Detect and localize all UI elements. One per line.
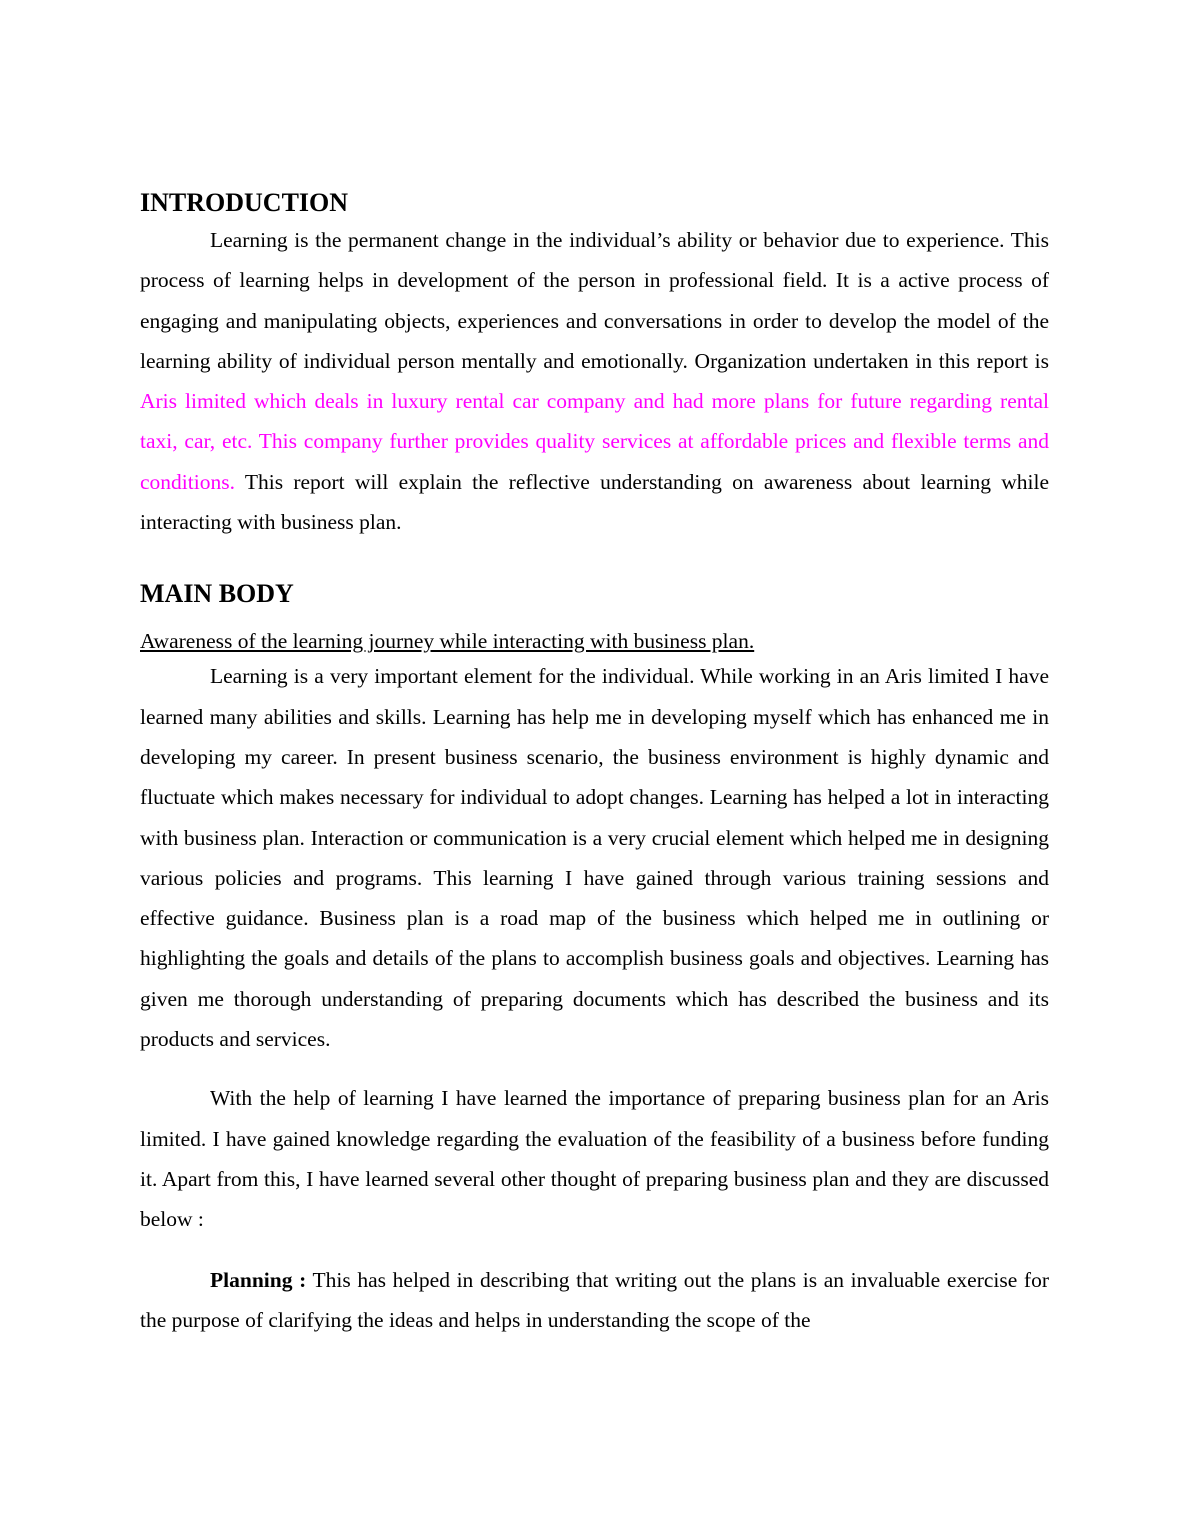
- planning-text: This has helped in describing that writing out the plans is an invaluable exercise for the purpose of clarifying the ideas and helps in understanding the scope of the: [140, 1267, 1049, 1332]
- introduction-paragraph: [140, 220, 1049, 542]
- document-content: [140, 186, 1049, 1340]
- planning-paragraph: [140, 1260, 1049, 1341]
- introduction-heading: INTRODUCTION: [140, 188, 349, 217]
- planning-label: Planning :: [210, 1267, 307, 1292]
- introduction-highlighted-text: Aris limited which deals in luxury rental car company and had more plans for future regarding rental taxi, car, etc. This company further provides quality services at affordable prices and flexible terms and conditions.: [140, 389, 1049, 494]
- main-body-paragraph-1: Learning is a very important element for the individual. While working in an Aris limited I have learned many abilities and skills. Learning has help me in developing myself which has enhanced me in developing my career. In present business scenario, the business environment is highly dynamic and fluctuate which makes necessary for individual to adopt changes. Learning has helped a lot in interacting with business plan. Interaction or communication is a very crucial element which helped me in designing various policies and programs. This learning I have gained through various training sessions and effective guidance. Business plan is a road map of the business which helped me in outlining or highlighting the goals and details of the plans to accomplish business goals and objectives. Learning has given me thorough understanding of preparing documents which has described the business and its products and services.: [140, 664, 1049, 1052]
- main-body-heading: MAIN BODY: [140, 579, 294, 609]
- main-body-subheading: Awareness of the learning journey while interacting with business plan.: [140, 629, 755, 654]
- introduction-text-start: Learning is the permanent change in the individual’s ability or behavior due to experience. This process of learning helps in development of the person in professional field. It is a active process of engaging and manipulating objects, experiences and conversations in order to develop the model of the learning ability of individual person mentally and emotionally. Organization undertaken in this report is: [140, 228, 1049, 373]
- introduction-text-end: This report will explain the reflective understanding on awareness about learning while interacting with business plan.: [140, 469, 1049, 535]
- main-body-paragraph-2: With the help of learning I have learned the importance of preparing business plan for an Aris limited. I have gained knowledge regarding the evaluation of the feasibility of a business before funding it. Apart from this, I have learned several other thought of preparing business plan and they are discussed below :: [140, 1086, 1049, 1232]
